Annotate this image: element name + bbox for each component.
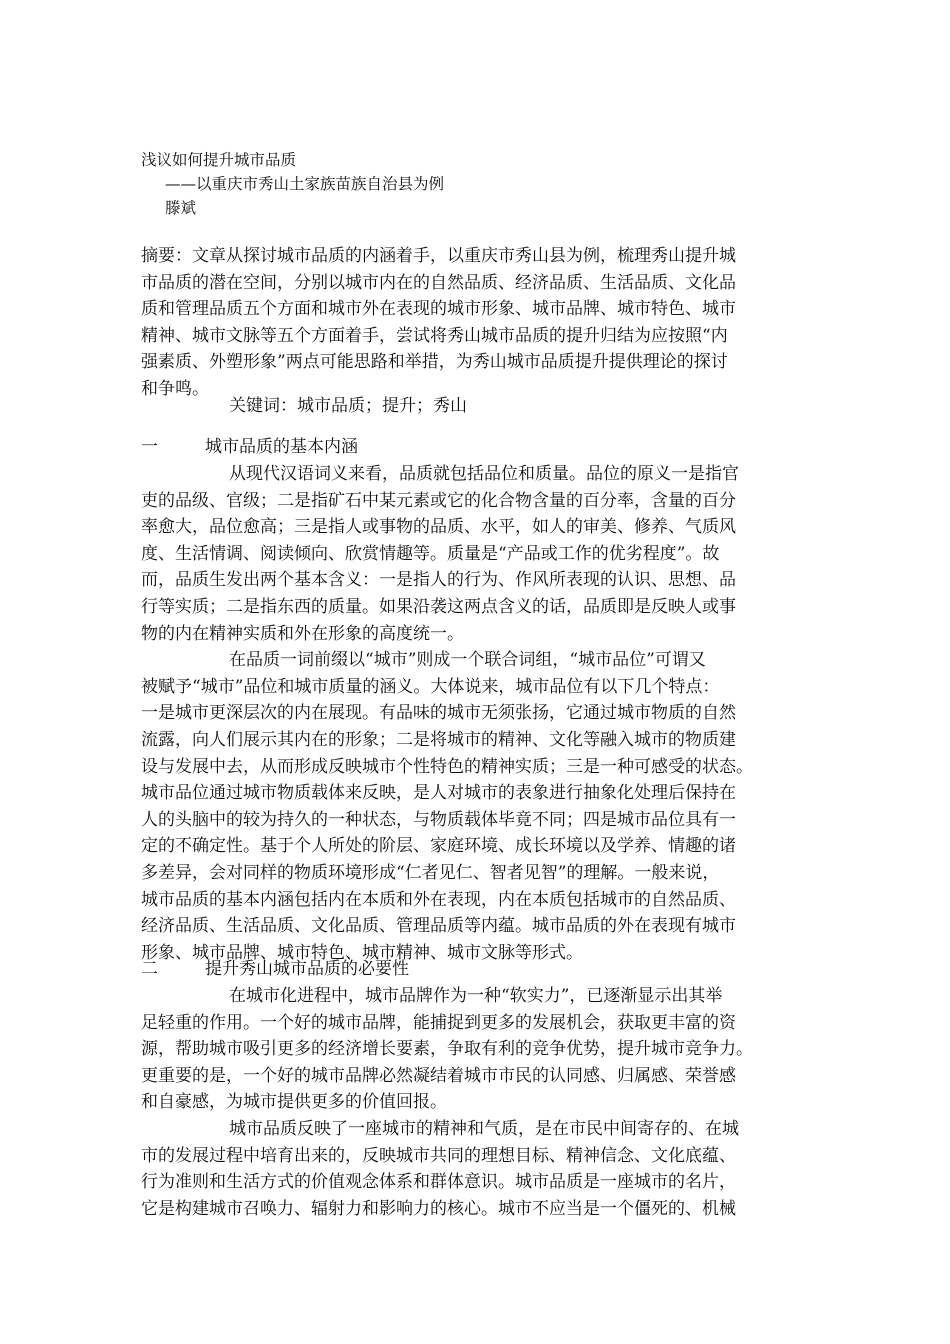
body-line: 度、生活情调、阅读倾向、欣赏情趣等。质量是“产品或工作的优劣程度”。故: [141, 543, 720, 564]
body-line: 率愈大，品位愈高；三是指人或事物的品质、水平，如人的审美、修养、气质风: [141, 517, 736, 538]
body-line: 在城市化进程中，城市品牌作为一种“软实力”，已逐渐显示出其举: [229, 986, 723, 1006]
body-line: 形象、城市品牌、城市特色、城市精神、城市文脉等形式。: [141, 942, 583, 963]
body-line: 城市品质的基本内涵包括内在本质和外在表现，内在本质包括城市的自然品质、: [141, 889, 736, 910]
body-line: 行等实质；二是指东西的质量。如果沿袭这两点含义的话，品质即是反映人或事: [141, 596, 736, 617]
section-title: 提升秀山城市品质的必要性: [205, 959, 409, 979]
abstract-line: 精神、城市文脉等五个方面着手，尝试将秀山城市品质的提升归结为应按照“内: [141, 325, 728, 346]
section-body: [141, 461, 821, 966]
body-line: 城市品质反映了一座城市的精神和气质，是在市民中间寄存的、在城: [229, 1118, 739, 1139]
body-line: 从现代汉语词义来看，品质就包括品位和质量。品位的原义一是指官: [229, 464, 739, 484]
document-subtitle: ——以重庆市秀山土家族苗族自治县为例: [165, 175, 445, 193]
abstract-line: 市品质的潜在空间，分别以城市内在的自然品质、经济品质、生活品质、文化品: [141, 272, 736, 293]
body-line: 多差异，会对同样的物质环境形成“仁者见仁、智者见智”的理解。一般来说，: [141, 862, 720, 883]
body-line: 一是城市更深层次的内在展现。有品味的城市无须张扬，它通过城市物质的自然: [141, 703, 736, 724]
section-body: [141, 983, 821, 1222]
body-line: 在品质一词前缀以“城市”则成一个联合词组，“城市品位”可谓又: [229, 650, 706, 671]
author-name: 滕斌: [165, 199, 197, 217]
body-line: 设与发展中去，从而形成反映城市个性特色的精神实质；三是一种可感受的状态。: [141, 756, 753, 777]
section-number: 一: [141, 437, 158, 457]
body-line: 人的头脑中的较为持久的一种状态，与物质载体毕竟不同；四是城市品位具有一: [141, 809, 736, 830]
title-block: [141, 148, 444, 220]
abstract-line: 和争鸣。: [141, 378, 209, 399]
body-line: 被赋予“城市”品位和城市质量的涵义。大体说来，城市品位有以下几个特点：: [141, 676, 720, 697]
abstract-line: 质和管理品质五个方面和城市外在表现的城市形象、城市品牌、城市特色、城市: [141, 299, 736, 320]
section-number: 二: [141, 959, 158, 979]
body-line: 物的内在精神实质和外在形象的高度统一。: [141, 623, 464, 644]
section-title: 城市品质的基本内涵: [205, 437, 358, 457]
keywords-line: 关键词：城市品质；提升；秀山: [229, 396, 467, 416]
body-line: 而，品质生发出两个基本含义：一是指人的行为、作风所表现的认识、思想、品: [141, 570, 736, 591]
abstract-paragraph: [141, 243, 821, 403]
body-line: 行为准则和生活方式的价值观念体系和群体意识。城市品质是一座城市的名片，: [141, 1172, 736, 1193]
abstract-line: 摘要：文章从探讨城市品质的内涵着手，以重庆市秀山县为例，梳理秀山提升城: [141, 246, 736, 266]
section-heading: [141, 956, 409, 982]
body-line: 定的不确定性。基于个人所处的阶层、家庭环境、成长环境以及学养、情趣的诸: [141, 836, 736, 857]
body-line: 市的发展过程中培育出来的，反映城市共同的理想目标、精神信念、文化底蕴、: [141, 1145, 736, 1166]
body-line: 足轻重的作用。一个好的城市品牌，能捕捉到更多的发展机会，获取更丰富的资: [141, 1012, 736, 1033]
body-line: 流露，向人们展示其内在的形象；二是将城市的精神、文化等融入城市的物质建: [141, 729, 736, 750]
body-line: 和自豪感，为城市提供更多的价值回报。: [141, 1092, 447, 1113]
body-line: 经济品质、生活品质、文化品质、管理品质等内蕴。城市品质的外在表现有城市: [141, 916, 736, 937]
section-heading: [141, 434, 358, 460]
body-line: 吏的品级、官级；二是指矿石中某元素或它的化合物含量的百分率，含量的百分: [141, 490, 736, 511]
body-line: 更重要的是，一个好的城市品牌必然凝结着城市市民的认同感、归属感、荣誉感: [141, 1065, 736, 1086]
body-line: 城市品位通过城市物质载体来反映，是人对城市的表象进行抽象化处理后保持在: [141, 783, 736, 804]
abstract-line: 强素质、外塑形象”两点可能思路和举措，为秀山城市品质提升提供理论的探讨: [141, 352, 728, 373]
body-line: 它是构建城市召唤力、辐射力和影响力的核心。城市不应当是一个僵死的、机械: [141, 1198, 736, 1219]
document-title: 浅议如何提升城市品质: [141, 151, 297, 169]
body-line: 源，帮助城市吸引更多的经济增长要素，争取有利的竞争优势，提升城市竞争力。: [141, 1039, 753, 1060]
